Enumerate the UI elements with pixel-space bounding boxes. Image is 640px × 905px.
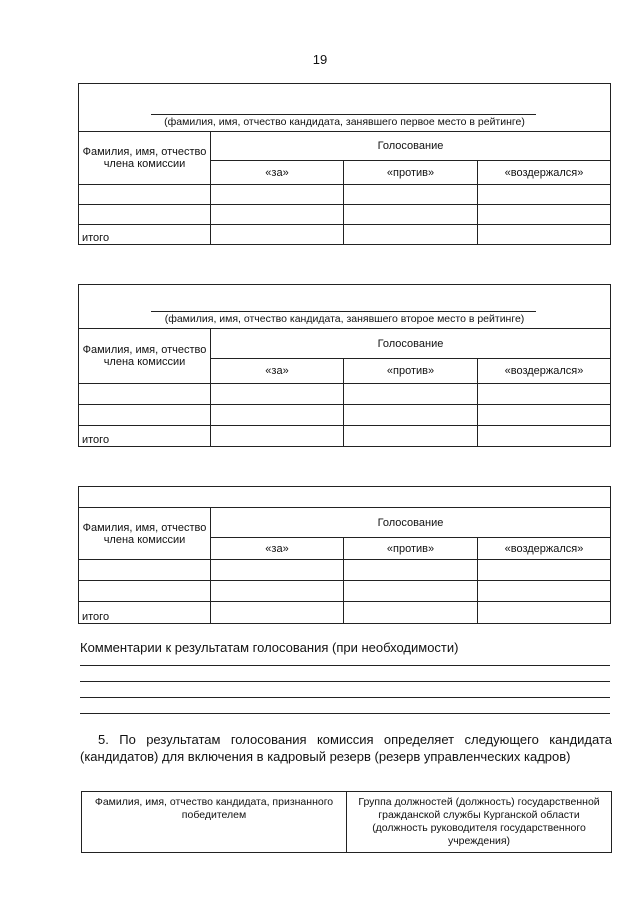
section-5-text: 5. По результатам голосования комиссия определяет следующего кандидата (кандидатов) для включения в кадровый резерв (резерв управленческих кадров) — [80, 732, 612, 764]
vote-against-header: «против» — [344, 359, 478, 384]
comment-line — [80, 681, 610, 682]
comment-line — [80, 697, 610, 698]
total-label: итого — [79, 225, 211, 245]
candidate-name-line — [151, 311, 536, 312]
member-name-header: Фамилия, имя, отчество члена комиссии — [79, 329, 211, 384]
comments-title: Комментарии к результатам голосования (при необходимости) — [80, 640, 459, 655]
candidate-name-cell — [79, 84, 611, 132]
voting-header: Голосование — [211, 132, 611, 161]
vote-table-second-place — [78, 284, 611, 447]
vote-table-third — [78, 486, 611, 624]
vote-for-header: «за» — [211, 538, 344, 560]
voting-header: Голосование — [211, 329, 611, 359]
winner-table — [81, 791, 612, 853]
table-row — [79, 384, 611, 405]
total-label: итого — [79, 426, 211, 447]
comment-line — [80, 713, 610, 714]
vote-table-first-place — [78, 83, 611, 245]
vote-against-header: «против» — [344, 538, 478, 560]
candidate-caption: (фамилия, имя, отчество кандидата, занявшего второе место в рейтинге) — [164, 313, 525, 325]
total-row — [79, 426, 611, 447]
vote-for-header: «за» — [211, 359, 344, 384]
position-group-header: Группа должностей (должность) государственной гражданской службы Курганской области (должность руководителя государственного учреждения) — [347, 792, 612, 853]
total-row — [79, 602, 611, 624]
candidate-caption: (фамилия, имя, отчество кандидата, занявшего первое место в рейтинге) — [164, 116, 525, 128]
candidate-name-cell — [79, 487, 611, 508]
table-row — [79, 405, 611, 426]
table-row — [79, 560, 611, 581]
table-row — [79, 581, 611, 602]
vote-against-header: «против» — [344, 161, 478, 185]
vote-abstain-header: «воздержался» — [478, 359, 611, 384]
total-row — [79, 225, 611, 245]
vote-abstain-header: «воздержался» — [478, 538, 611, 560]
comment-line — [80, 665, 610, 666]
table-row — [79, 205, 611, 225]
voting-header: Голосование — [211, 508, 611, 538]
page-number: 19 — [312, 52, 328, 67]
total-label: итого — [79, 602, 211, 624]
member-name-header: Фамилия, имя, отчество члена комиссии — [79, 132, 211, 185]
vote-for-header: «за» — [211, 161, 344, 185]
member-name-header: Фамилия, имя, отчество члена комиссии — [79, 508, 211, 560]
winner-name-header: Фамилия, имя, отчество кандидата, признанного победителем — [82, 792, 347, 853]
table-row — [79, 185, 611, 205]
vote-abstain-header: «воздержался» — [478, 161, 611, 185]
candidate-name-line — [151, 114, 536, 115]
candidate-name-cell — [79, 285, 611, 329]
